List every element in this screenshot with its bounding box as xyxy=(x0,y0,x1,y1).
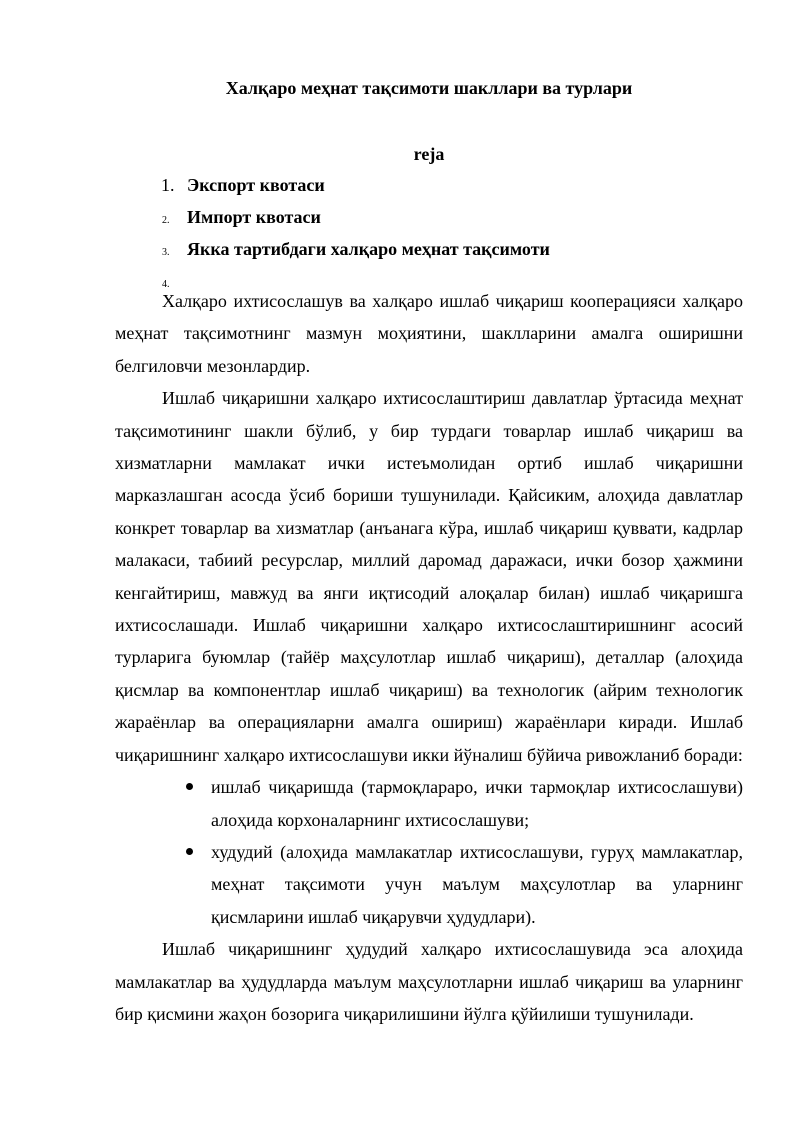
document-body xyxy=(115,285,743,1030)
bullet-list xyxy=(115,771,743,933)
body-paragraph: Ишлаб чиқаришни халқаро ихтисослаштириш давлатлар ўртасида меҳнат тақсимотининг шакли бўлиб, у бир турдаги товарлар ишлаб чиқариш ва хизматларни мамлакат ички истеъмолидан ортиб ишлаб чиқаришни марказлашган асосда ўсиб бориши тушунилади. Қайсиким, алоҳида давлатлар конкрет товарлар ва хизматлар (анъанага кўра, ишлаб чиқариш қуввати, кадрлар малакаси, табиий ресурслар, миллий даромад даражаси, ички бозор ҳажмини кенгайтириш, мавжуд ва янги иқтисодий алоқалар билан) ишлаб чиқаришга ихтисослашади. Ишлаб чиқаришни халқаро ихтисослаштиришнинг асосий турларига буюмлар (тайёр маҳсулотлар ишлаб чиқариш), деталлар (алоҳида қисмлар ва компонентлар ишлаб чиқариш) ва технологик (айрим технологик жараёнлар ва операцияларни амалга ошириш) жараёнлари киради. Ишлаб чиқаришнинг халқаро ихтисослашуви икки йўналиш бўйича ривожланиб боради: xyxy=(115,388,743,765)
plan-item-2 xyxy=(115,204,743,236)
plan-heading: reja xyxy=(413,144,445,164)
bullet-dot-icon xyxy=(186,783,193,790)
bullet-dot-icon xyxy=(186,848,193,855)
closing-paragraph: Ишлаб чиқаришнинг ҳудудий халқаро ихтисослашувида эса алоҳида мамлакатлар ва ҳудудларда маълум маҳсулотларни ишлаб чиқариш ва уларнинг бир қисмини жаҳон бозорига чиқарилишини йўлга қўйилиши тушунилади. xyxy=(115,939,743,1024)
plan-item-number: 1. xyxy=(161,175,175,195)
plan-item-3 xyxy=(115,236,743,268)
plan-item-number: 3. xyxy=(162,247,170,258)
bullet-text: ишлаб чиқаришда (тармоқлараро, ички тармоқлар ихтисослашуви) алоҳида корхоналарнинг ихтисослашуви; xyxy=(211,777,743,830)
plan-item-text: Якка тартибдаги халқаро меҳнат тақсимоти xyxy=(187,239,550,259)
plan-item-number: 2. xyxy=(162,215,170,226)
plan-item-text: Импорт квотаси xyxy=(187,207,321,227)
plan-item-text: Экспорт квотаси xyxy=(187,175,325,195)
bullet-item xyxy=(115,771,743,836)
body-paragraph: Халқаро ихтисослашув ва халқаро ишлаб чиқариш кооперацияси халқаро меҳнат тақсимотнинг мазмун моҳиятини, шаклларини амалга оширишни белгиловчи мезонлардир. xyxy=(115,291,743,376)
plan-list xyxy=(115,172,743,300)
plan-item-1 xyxy=(115,172,743,204)
plan-item-number: 4. xyxy=(162,279,170,290)
bullet-text: худудий (алоҳида мамлакатлар ихтисослашуви, гуруҳ мамлакатлар, меҳнат тақсимоти учун маълум маҳсулотлар ва уларнинг қисмларини ишлаб чиқарувчи ҳудудлари). xyxy=(211,841,743,927)
document-title: Халқаро меҳнат тақсимоти шакллари ва турлари xyxy=(225,78,633,98)
bullet-item xyxy=(115,836,743,933)
